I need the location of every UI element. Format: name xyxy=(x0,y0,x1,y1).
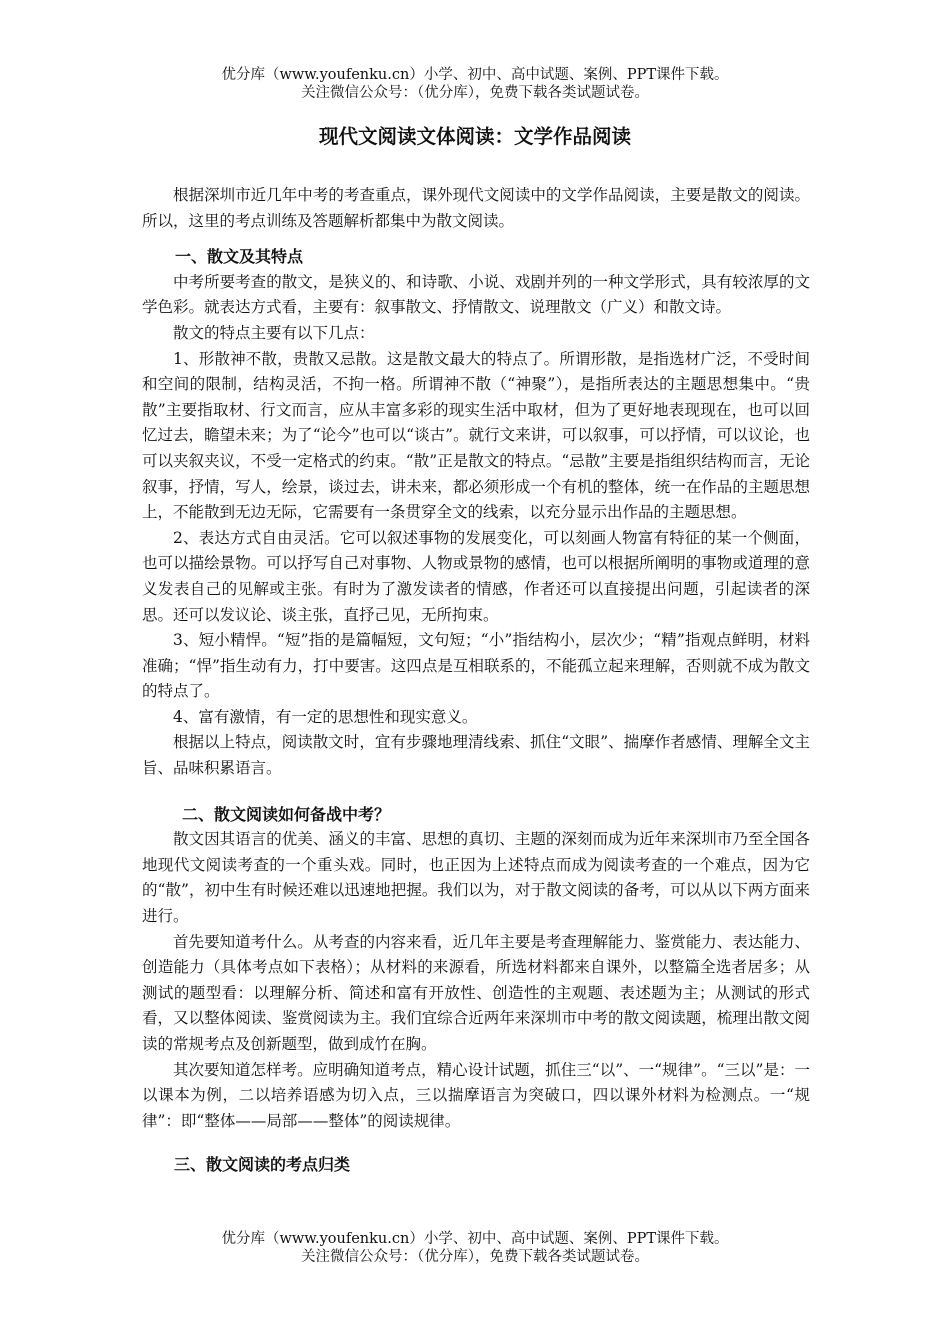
header-line-1: 优分库（www.youfenku.cn）小学、初中、高中试题、案例、PPT课件下载。 xyxy=(221,67,729,83)
section-1-paragraph: 2、表达方式自由灵活。它可以叙述事物的发展变化，可以刻画人物富有特征的某一个侧面，也可以描绘景物。可以抒写自己对事物、人物或景物的感情，也可以根据所阐明的事物或道理的意义发表自己的见解或主张。有时为了激发读者的情感，作者还可以直接提出问题，引起读者的深思。还可以发议论、谈主张，直抒己见，无所拘束。 xyxy=(142,528,810,624)
intro-paragraph: 根据深圳市近几年中考的考查重点，课外现代文阅读中的文学作品阅读，主要是散文的阅读。所以，这里的考点训练及答题解析都集中为散文阅读。 xyxy=(142,186,810,230)
section-1-paragraph: 根据以上特点，阅读散文时，宜有步骤地理清线索、抓住“文眼”、揣摩作者感情、理解全文主旨、品味积累语言。 xyxy=(142,733,810,778)
footer-line-2: 关注微信公众号：（优分库），免费下载各类试题试卷。 xyxy=(301,1249,649,1265)
section-1-paragraph: 中考所要考查的散文，是狭义的、和诗歌、小说、戏剧并列的一种文学形式，具有较浓厚的文学色彩。就表达方式看，主要有：叙事散文、抒情散文、说理散文（广义）和散文诗。 xyxy=(142,272,810,317)
section-1-heading: 一、散文及其特点 xyxy=(175,247,304,267)
section-3-heading: 三、散文阅读的考点归类 xyxy=(174,1155,351,1175)
header-line-2: 关注微信公众号：（优分库），免费下载各类试题试卷。 xyxy=(301,85,649,101)
page-footer xyxy=(0,1230,950,1266)
section-2-paragraph: 散文因其语言的优美、涵义的丰富、思想的真切、主题的深刻而成为近年来深圳市乃至全国各地现代文阅读考查的一个重头戏。同时，也正因为上述特点而成为阅读考查的一个难点，因为它的“散”，初中生有时候还难以迅速地把握。我们以为，对于散文阅读的备考，可以从以下两方面来进行。 xyxy=(142,830,810,926)
section-2-paragraph: 首先要知道考什么。从考查的内容来看，近几年主要是考查理解能力、鉴赏能力、表达能力、创造能力（具体考点如下表格）；从材料的来源看，所选材料都来自课外，以整篇全选者居多；从测试的题型看：以理解分析、简述和富有开放性、创造性的主观题、表述题为主；从测试的形式看，又以整体阅读、鉴赏阅读为主。我们宜综合近两年来深圳市中考的散文阅读题，梳理出散文阅读的常规考点及创新题型，做到成竹在胸。 xyxy=(142,932,810,1053)
section-1-paragraph: 散文的特点主要有以下几点： xyxy=(173,323,375,342)
section-1-paragraph: 3、短小精悍。“短”指的是篇幅短，文句短；“小”指结构小，层次少；“精”指观点鲜明，材料准确；“悍”指生动有力，打中要害。这四点是互相联系的，不能孤立起来理解，否则就不成为散文的特点了。 xyxy=(142,631,810,701)
document-body xyxy=(142,183,810,1178)
page-header xyxy=(0,66,950,102)
section-1-paragraph: 4、富有激情，有一定的思想性和现实意义。 xyxy=(173,707,478,726)
document-title: 现代文阅读文体阅读：文学作品阅读 xyxy=(318,125,631,148)
section-2-paragraph: 其次要知道怎样考。应明确知道考点，精心设计试题，抓住三“以”、一“规律”。“三以”是：一以课本为例，二以培养语感为切入点，三以揣摩语言为突破口，四以课外材料为检测点。一“规律”：即“整体——局部——整体”的阅读规律。 xyxy=(142,1060,810,1130)
footer-line-1: 优分库（www.youfenku.cn）小学、初中、高中试题、案例、PPT课件下载。 xyxy=(221,1231,729,1247)
section-1-paragraph: 1、形散神不散，贵散又忌散。这是散文最大的特点了。所谓形散，是指选材广泛，不受时间和空间的限制，结构灵活，不拘一格。所谓神不散（“神聚”），是指所表达的主题思想集中。“贵散”主要指取材、行文而言，应从丰富多彩的现实生活中取材，但为了更好地表现现在，也可以回忆过去，瞻望未来；为了“论今”也可以“谈古”。就行文来讲，可以叙事，可以抒情，可以议论，也可以夹叙夹议，不受一定格式的约束。“散”正是散文的特点。“忌散”主要是指组织结构而言，无论叙事，抒情，写人，绘景，谈过去，讲未来，都必须形成一个有机的整体，统一在作品的主题思想上，不能散到无边无际，它需要有一条贯穿全文的线索，以充分显示出作品的主题思想。 xyxy=(142,349,810,522)
section-2-heading: 二、散文阅读如何备战中考？ xyxy=(182,804,391,824)
